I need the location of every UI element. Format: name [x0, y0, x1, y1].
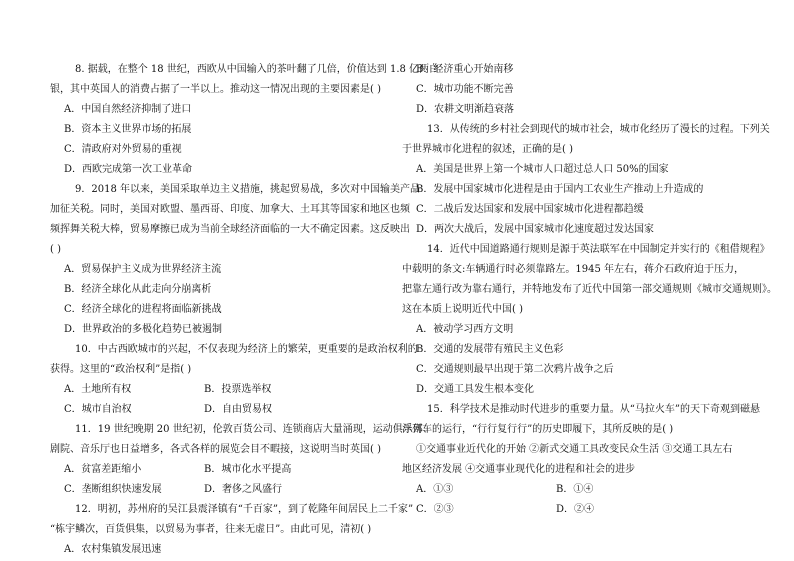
question-9 — [50, 180, 420, 340]
q15-items-line: 地区经济发展 ④交通事业现代化的进程和社会的进步 — [402, 464, 636, 475]
q10-option-a: A．土地所有权 — [64, 384, 132, 395]
q11-option-d: D．奢侈之风盛行 — [204, 484, 283, 495]
q9-option-c: C．经济全球化的进程将面临新挑战 — [64, 304, 222, 315]
q14-option-c: C．交通规则最早出现于第二次鸦片战争之后 — [416, 364, 614, 375]
q15-items-line: ①交通事业近代化的开始 ②新式交通工具改变民众生活 ③交通工具左右 — [416, 444, 733, 455]
q14-stem-line: 中载明的条文:车辆通行时必须靠路左。1945 年左右，蒋介石政府迫于压力， — [402, 264, 744, 275]
q15-stem-line: 15．科学技术是推动时代进步的重要力量。从“马拉火车”的天下奇观到磁悬 — [427, 404, 760, 415]
q15-stem-line: 浮列车的运行，“行行复行行”的历史即履下，其所反映的是( ) — [402, 424, 674, 435]
q8-stem-line: 8. 据载，在整个 18 世纪，西欧从中国输入的茶叶翻了几倍，价值达到 1.8 亿两白 — [75, 64, 440, 75]
q9-option-d: D．世界政治的多极化趋势已被遏制 — [64, 324, 223, 335]
q8-option-b: B．资本主义世界市场的拓展 — [64, 124, 192, 135]
question-12-continued — [402, 60, 752, 120]
q9-option-b: B．经济全球化从此走向分崩离析 — [64, 284, 212, 295]
q11-options-row — [50, 460, 400, 480]
q14-option-b: B．交通的发展带有殖民主义色彩 — [416, 344, 564, 355]
q15-option-a: A．①③ — [416, 484, 454, 495]
q10-option-c: C．城市自治权 — [64, 404, 132, 415]
q15-options-row — [402, 480, 752, 500]
question-8 — [50, 60, 440, 180]
q9-stem-line: 9．2018 年以来，美国采取单边主义措施，挑起贸易战，多次对中国输美产品 — [75, 184, 420, 195]
question-11 — [50, 420, 433, 500]
q15-option-b: B．①④ — [556, 484, 594, 495]
q10-options-row — [50, 380, 400, 400]
q15-option-d: D．②④ — [556, 504, 595, 515]
q12-option-a: A．农村集镇发展迅速 — [64, 544, 162, 555]
question-12 — [50, 500, 414, 560]
q11-option-a: A．贫富差距缩小 — [64, 464, 142, 475]
question-10 — [50, 340, 418, 420]
q9-stem-line: 加征关税。同时，美国对欧盟、墨西哥、印度、加拿大、土耳其等国家和地区也频 — [50, 204, 410, 215]
question-14 — [402, 240, 777, 400]
q9-option-a: A．贸易保护主义成为世界经济主流 — [64, 264, 222, 275]
q11-option-b: B．城市化水平提高 — [204, 464, 292, 475]
q14-stem-line: 这在本质上说明近代中国( ) — [402, 304, 523, 315]
q9-stem-line: ( ) — [50, 244, 61, 255]
question-13 — [402, 120, 770, 240]
question-15 — [402, 400, 760, 520]
q12-stem-line: 12．明初，苏州府的吴江县震泽镇有“千百家”，到了乾隆年间居民上二千家” — [75, 504, 414, 515]
q8-option-d: D．西欧完成第一次工业革命 — [64, 164, 193, 175]
q14-stem-line: 14．近代中国道路通行规则是源于英法联军在中国制定并实行的《租借规程》 — [427, 244, 770, 255]
q11-options-row — [50, 480, 400, 500]
q10-stem-line: 获得。这里的“政治权利”是指( ) — [50, 364, 192, 375]
q8-option-a: A．中国自然经济抑制了进口 — [64, 104, 192, 115]
q13-option-a: A．美国是世界上第一个城市人口超过总人口 50%的国家 — [416, 164, 669, 175]
q8-stem-line: 银，其中英国人的消费占据了一半以上。推动这一情况出现的主要因素是( ) — [50, 84, 381, 95]
q15-options-row — [402, 500, 752, 520]
q11-stem-line: 剧院、音乐厅也日益增多，各式各样的展览会目不暇接，这说明当时英国( ) — [50, 444, 381, 455]
q12-option-d: D．农耕文明渐趋衰落 — [416, 104, 515, 115]
q13-stem-line: 13．从传统的乡村社会到现代的城市社会，城市化经历了漫长的过程。下列关 — [427, 124, 770, 135]
q12-option-b: B．经济重心开始南移 — [416, 64, 514, 75]
q11-stem-line: 11．19 世纪晚期 20 世纪初，伦敦百货公司、连锁商店大量涌现，运动俱乐部、 — [75, 424, 433, 435]
q13-option-d: D．两次大战后，发展中国家城市化速度超过发达国家 — [416, 224, 655, 235]
q12-stem-line: “栋宇鳞次，百货俱集，以贸易为事者，往来无虚日”。由此可见，清初( ) — [50, 524, 372, 535]
q10-options-row — [50, 400, 400, 420]
q10-option-b: B．投票选举权 — [204, 384, 272, 395]
right-column — [402, 60, 777, 520]
q11-option-c: C．垄断组织快速发展 — [64, 484, 162, 495]
q14-stem-line: 把靠左通行改为靠右通行，并特地发布了近代中国第一部交通规则《城市交通规则》。 — [402, 284, 777, 295]
q10-option-d: D．自由贸易权 — [204, 404, 273, 415]
q15-option-c: C．②③ — [416, 504, 454, 515]
q9-stem-line: 频挥舞关税大棒，贸易摩擦已成为当前全球经济面临的一大不确定因素。这反映出 — [50, 224, 410, 235]
q13-option-b: B．发展中国家城市化进程是由于国内工农业生产推动上升造成的 — [416, 184, 704, 195]
q13-option-c: C．二战后发达国家和发展中国家城市化进程都趋缓 — [416, 204, 644, 215]
q14-option-d: D．交通工具发生根本变化 — [416, 384, 535, 395]
q13-stem-line: 于世界城市化进程的叙述，正确的是( ) — [402, 144, 573, 155]
q10-stem-line: 10．中古西欧城市的兴起，不仅表现为经济上的繁荣，更重要的是政治权利的 — [75, 344, 418, 355]
q8-option-c: C．清政府对外贸易的重视 — [64, 144, 182, 155]
q12-option-c: C．城市功能不断完善 — [416, 84, 514, 95]
q14-option-a: A．被动学习西方文明 — [416, 324, 514, 335]
